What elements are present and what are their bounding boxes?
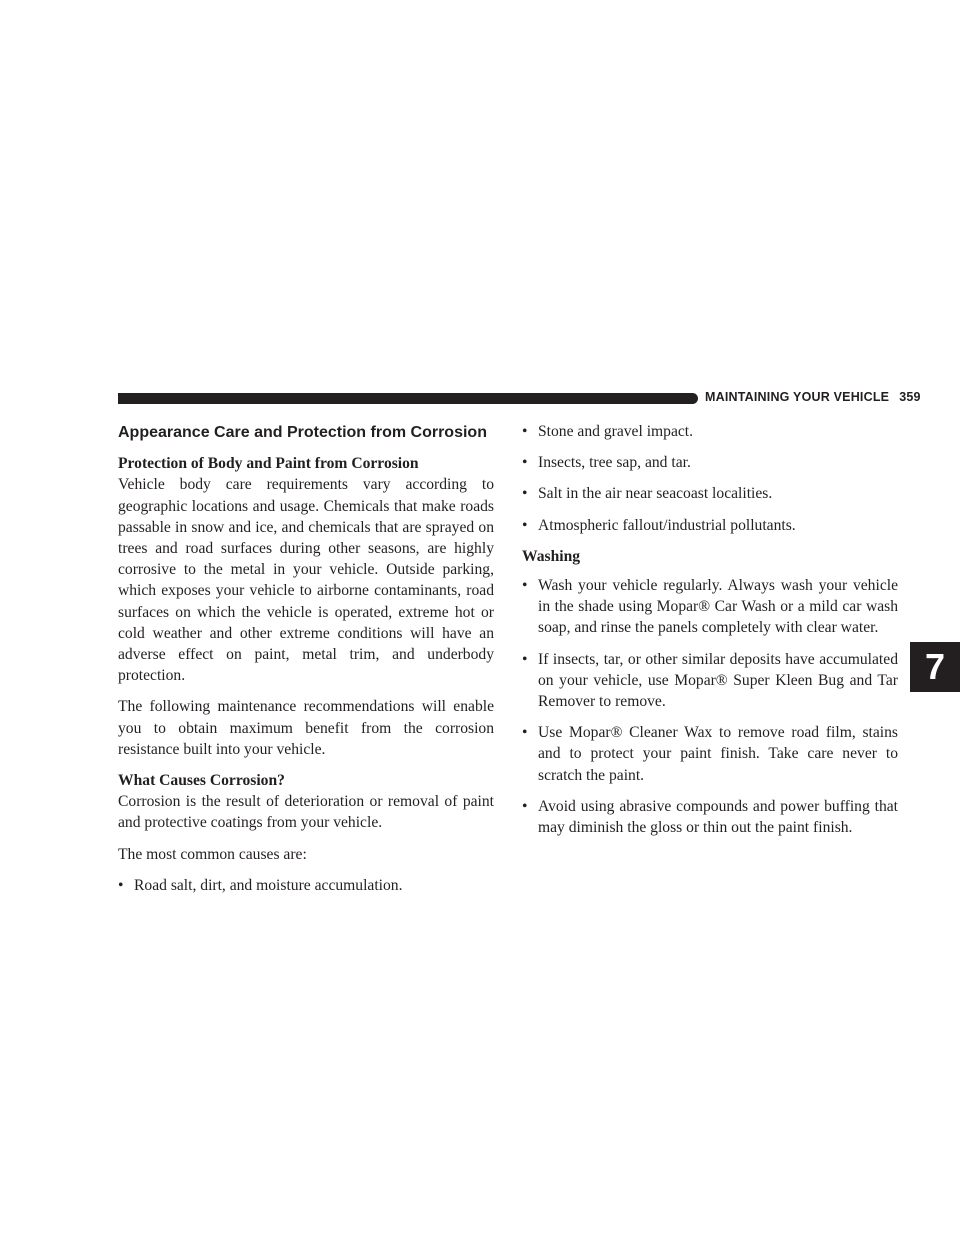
paragraph-recommendations: The following maintenance recommendations will enable you to obtain maximum benefit from the corrosion resistance built into your vehicle. xyxy=(118,698,494,758)
list-item: • Stone and gravel impact. xyxy=(522,421,898,442)
running-header xyxy=(705,390,921,404)
section-heading: Appearance Care and Protection from Corrosion xyxy=(118,424,487,441)
causes-list-left xyxy=(118,875,494,896)
list-item: • Salt in the air near seacoast localities. xyxy=(522,483,898,504)
section-title: MAINTAINING YOUR VEHICLE xyxy=(705,390,890,404)
header-rule xyxy=(118,393,698,404)
subheading-protection: Protection of Body and Paint from Corrosion xyxy=(118,455,419,473)
paragraph-corrosion-definition: Corrosion is the result of deterioration or removal of paint and protective coatings from your vehicle. xyxy=(118,793,494,832)
subheading-causes: What Causes Corrosion? xyxy=(118,772,285,790)
list-item: • If insects, tar, or other similar deposits have accumulated on your vehicle, use Mopar® Super Kleen Bug and Tar Remover to remove. xyxy=(522,649,898,713)
subheading-washing: Washing xyxy=(522,547,581,565)
list-item: • Atmospheric fallout/industrial pollutants. xyxy=(522,515,898,536)
list-item: • Use Mopar® Cleaner Wax to remove road film, stains and to protect your paint finish. Take care never to scratch the paint. xyxy=(522,722,898,786)
list-item: • Avoid using abrasive compounds and power buffing that may diminish the gloss or thin out the paint finish. xyxy=(522,796,898,838)
washing-list xyxy=(522,575,898,838)
page-number: 359 xyxy=(899,390,921,404)
list-item: • Insects, tree sap, and tar. xyxy=(522,452,898,473)
causes-list-right xyxy=(522,421,898,536)
right-column xyxy=(522,421,898,848)
chapter-tab: 7 xyxy=(910,642,960,692)
left-column xyxy=(118,420,494,906)
list-item: • Wash your vehicle regularly. Always wash your vehicle in the shade using Mopar® Car Wash or a mild car wash soap, and rinse the panels completely with clear water. xyxy=(522,575,898,639)
paragraph-body-care: Vehicle body care requirements vary according to geographic locations and usage. Chemicals that make roads passable in snow and ice, and chemicals that are sprayed on trees and road surfaces during other seasons, are highly corrosive to the metal in your vehicle. Outside parking, which exposes your vehicle to airborne contaminants, road surfaces on which the vehicle is operated, extreme hot or cold weather and other extreme conditions will have an adverse effect on paint, metal trim, and underbody protection. xyxy=(118,476,494,685)
paragraph-common-causes: The most common causes are: xyxy=(118,845,307,863)
list-item: • Road salt, dirt, and moisture accumulation. xyxy=(118,875,494,896)
